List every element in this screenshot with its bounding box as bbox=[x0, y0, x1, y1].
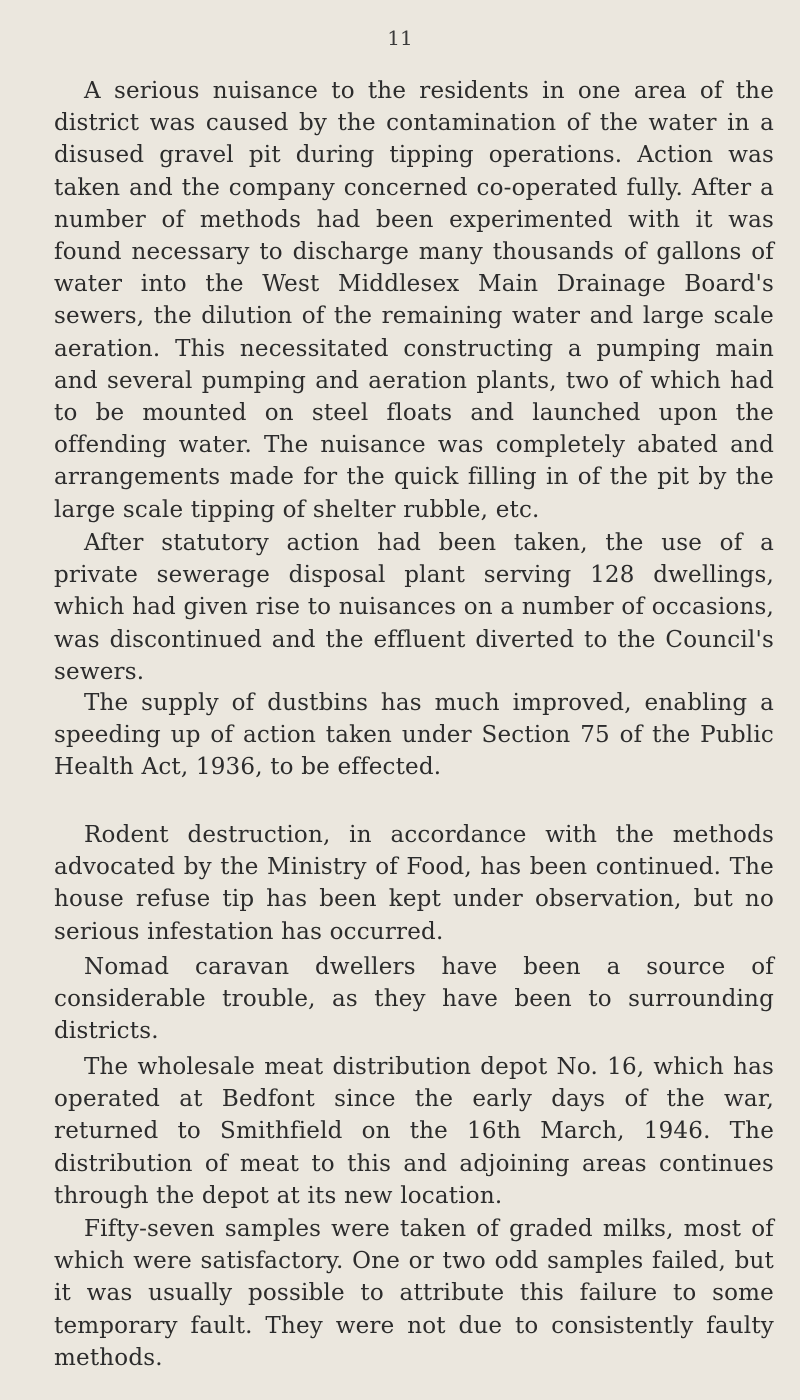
paragraph-gravel-pit-nuisance: A serious nuisance to the residents in one area of the district was caused by the contamination of the water in a disused gravel pit during tipping operations. Action was taken and the company concerned co-operated fully. After a number of methods had been experimented with it was found necessary to discharge many thousands of gallons of water into the West Middlesex Main Drainage Board's sewers, the dilution of the remaining water and large scale aeration. This necessitated constructing a pumping main and several pumping and aeration plants, two of which had to be mounted on steel floats and launched upon the offending water. The nuisance was completely abated and arrangements made for the quick filling in of the pit by the large scale tipping of shelter rubble, etc. bbox=[54, 78, 774, 523]
paragraph-sewerage-plant: After statutory action had been taken, the use of a private sewerage disposal plant serving 128 dwellings, which had given rise to nuisances on a number of occasions, was discontinued and the effluent diverted to the Council's sewers. bbox=[54, 530, 774, 685]
paragraph-meat-depot: The wholesale meat distribution depot No. 16, which has operated at Bedfont since the early days of the war, returned to Smithfield on the 16th March, 1946. The distribution of meat to this and adjoining areas continues through the depot at its new location. bbox=[54, 1054, 774, 1209]
paragraph-rodent-destruction: Rodent destruction, in accordance with the methods advocated by the Ministry of Food, has been continued. The house refuse tip has been kept under observation, but no serious infestation has occurred. bbox=[54, 822, 774, 945]
paragraph-caravan-dwellers: Nomad caravan dwellers have been a source of considerable trouble, as they have been to surrounding districts. bbox=[54, 954, 774, 1045]
paragraph-dustbins: The supply of dustbins has much improved, enabling a speeding up of action taken under Section 75 of the Public Health Act, 1936, to be effected. bbox=[54, 690, 774, 781]
paragraph-milk-samples: Fifty-seven samples were taken of graded milks, most of which were satisfactory. One or two odd samples failed, but it was usually possible to attribute this failure to some temporary fault. They were not due to consistently faulty methods. bbox=[54, 1216, 774, 1371]
page-number: 11 bbox=[387, 26, 413, 50]
